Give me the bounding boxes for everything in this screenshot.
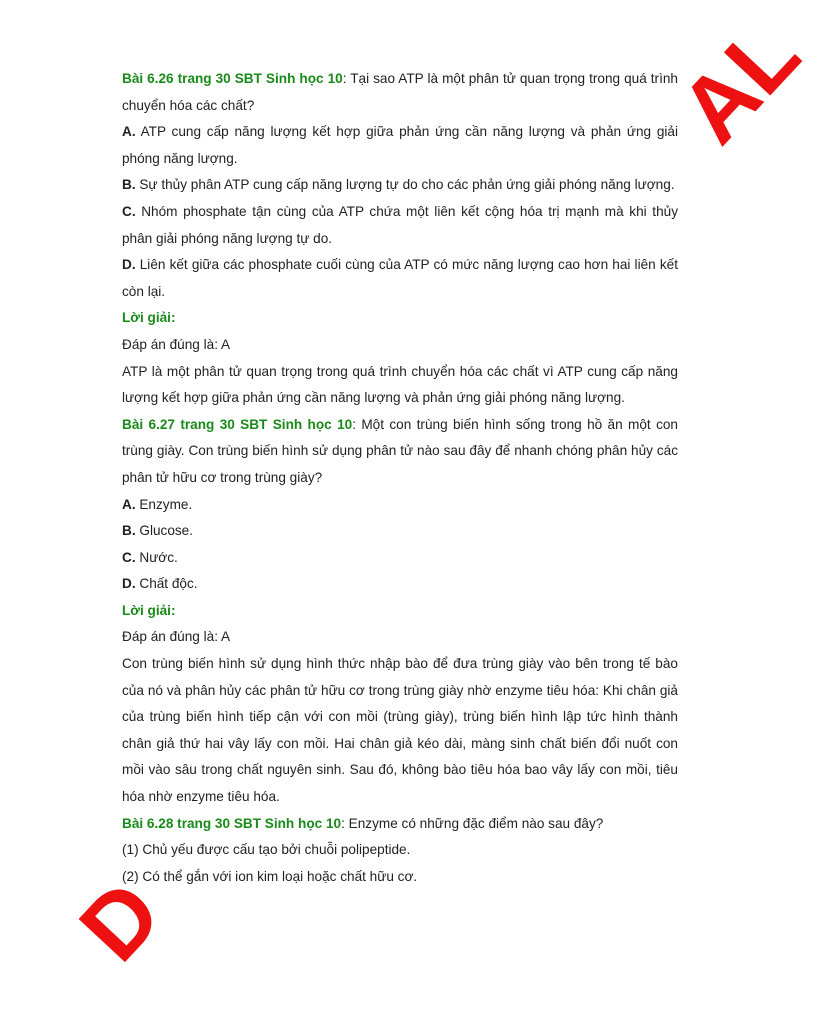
q26-option-d: D. Liên kết giữa các phosphate cuối cùng của ATP có mức năng lượng cao hơn hai liên kết còn lại. <box>122 257 678 299</box>
q28-title: Bài 6.28 trang 30 SBT Sinh học 10 <box>122 815 342 831</box>
q27-answer: Đáp án đúng là: A <box>122 629 231 645</box>
q27-option-a: A. Enzyme. <box>122 496 193 512</box>
q27-question <box>122 412 678 492</box>
q28-item-2: (2) Có thể gắn với ion kim loại hoặc chất hữu cơ. <box>122 868 418 884</box>
q27-option-c: C. Nước. <box>122 549 178 565</box>
q26-answer: Đáp án đúng là: A <box>122 336 231 352</box>
q27-title: Bài 6.27 trang 30 SBT Sinh học 10 <box>122 416 353 432</box>
watermark-top: AL <box>660 2 819 163</box>
q27-question-text: : Một con trùng biến hình sống trong hồ ăn một con trùng giày. Con trùng biến hình sử dụng phân tử nào sau đây để nhanh chóng phân hủy các phân tử hữu cơ trong trùng giày? <box>122 416 678 485</box>
document-body <box>122 66 678 890</box>
q26-question-text: : Tại sao ATP là một phân tử quan trọng trong quá trình chuyển hóa các chất? <box>122 71 678 113</box>
q26-option-c: C. Nhóm phosphate tận cùng của ATP chứa một liên kết cộng hóa trị mạnh mà khi thủy phân giải phóng năng lượng tự do. <box>122 203 678 246</box>
q26-title: Bài 6.26 trang 30 SBT Sinh học 10 <box>122 71 343 86</box>
q26-question <box>122 66 678 119</box>
q28-question <box>122 811 678 838</box>
q26-solution-label: Lời giải: <box>122 310 176 326</box>
q26-option-b: B. Sự thủy phân ATP cung cấp năng lượng tự do cho các phản ứng giải phóng năng lượng. <box>122 177 675 193</box>
q27-option-d: D. Chất độc. <box>122 576 198 592</box>
q27-explanation: Con trùng biến hình sử dụng hình thức nhập bào để đưa trùng giày vào bên trong tế bào của nó và phân hủy các phân tử hữu cơ trong trùng giày nhờ enzyme tiêu hóa: Khi chân giả của trùng biến hình tiếp cận với con mồi (trùng giày), trùng biến hình lập tức hình thành chân giả thứ hai vây lấy con mồi. Hai chân giả kéo dài, màng sinh chất biến đổi nuốt con mồi vào sâu trong chất nguyên sinh. Sau đó, không bào tiêu hóa bao vây lấy con mồi, tiêu hóa nhờ enzyme tiêu hóa. <box>122 656 678 805</box>
watermark-bottom: D <box>60 862 181 981</box>
q27-solution-label: Lời giải: <box>122 602 176 618</box>
q26-explanation: ATP là một phân tử quan trọng trong quá trình chuyển hóa các chất vì ATP cung cấp năng lượng kết hợp giữa phản ứng cần năng lượng và phản ứng giải phóng năng lượng. <box>122 363 678 406</box>
q28-item-1: (1) Chủ yếu được cấu tạo bởi chuỗi polipeptide. <box>122 842 411 858</box>
q26-option-a: A. ATP cung cấp năng lượng kết hợp giữa phản ứng cần năng lượng và phản ứng giải phóng năng lượng. <box>122 124 678 166</box>
q27-option-b: B. Glucose. <box>122 523 194 539</box>
q28-question-text: : Enzyme có những đặc điểm nào sau đây? <box>341 815 604 831</box>
